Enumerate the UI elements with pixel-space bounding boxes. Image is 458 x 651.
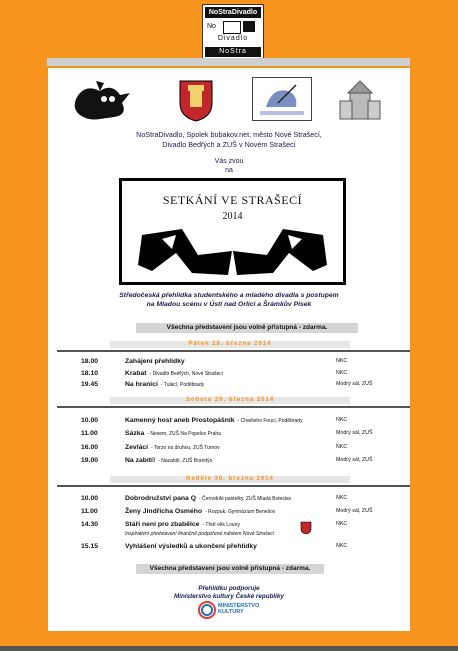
schedule-row [57,430,410,440]
row-sub: - Charlieho Fouci, Poděbrady [237,418,303,424]
row-venue: NKC [336,370,348,376]
row-title-text: Zahájení přehlídky [125,358,185,365]
support-text [48,585,410,601]
schedule-friday [57,350,410,397]
organizers-line1: NoStraDivadlo, Spolek bubakov.net, město Nové Strašecí, [136,130,322,139]
free-entry-banner-bottom: Všechna představení jsou volně přístupná - zdarma. [136,564,324,574]
schedule-sunday [57,485,410,559]
logo-line1: NoStraDivadlo [205,7,261,18]
row-venue: Modrý sál, ZUŠ [336,457,373,463]
row-time: 18.10 [81,370,99,377]
row-title [125,417,303,424]
logo-line4: NoStra [205,47,261,57]
festival-description [48,291,410,309]
row-title-text: Na zabití! [125,457,156,464]
schedule-row [57,381,410,391]
schedule-row [57,543,410,553]
row-sub: - Nazabití, ZUŠ Brandýs [158,458,213,464]
row-title [125,430,221,437]
logo-line2: No [207,23,216,30]
support-line2: Ministerstvo kultury České republiky [174,593,284,600]
row-title-text: Vyhlášení výsledků a ukončení přehlídky [125,543,257,550]
schedule-row [57,417,410,427]
support-line1: Přehlídku podporuje [198,585,260,592]
row-time: 19.00 [81,457,99,464]
row-time: 14.30 [81,521,99,528]
invite-line2: na [225,167,233,174]
ministry-line1: MINISTERSTVO [218,603,260,609]
row-sub: - Divadlo Bedřých, Nové Strašecí [149,371,224,377]
row-sub: - Nesem, ZUŠ Na Popelce Praha [147,431,221,437]
row-title [125,358,188,365]
schedule-row [57,521,410,537]
row-venue: NKC [336,543,348,549]
invite-text [48,157,410,175]
schedule-row [57,444,410,454]
day-label-friday: Pátek 28. března 2014 [110,341,350,348]
row-sub: - Tulácí, Poděbrady [160,382,205,388]
row-title-text: Ženy Jindřicha Osmého [125,508,203,515]
event-year: 2014 [222,211,243,222]
town-coat-of-arms [176,77,216,123]
row-time: 10.00 [81,495,99,502]
row-sub: - Rozpuk, Gymnázium Benešov [205,509,276,515]
schedule-row [57,457,410,467]
row-title [125,495,291,502]
row-title [125,521,240,528]
divadlo-bedrich-logo [252,77,312,121]
organizers [48,130,410,150]
row-title-text: Krabat [125,370,147,377]
row-sub: - Černobílé pastelky, ZUŠ Mladá Boleslav [199,496,292,502]
event-title-box [119,178,346,285]
row-sub: - Třetí věk Louny [202,522,240,528]
row-venue: Modrý sál, ZUŠ [336,508,373,514]
day-label-saturday: Sobota 29. března 2014 [110,397,350,404]
ministry-line2: KULTURY [218,609,244,615]
row-title [125,381,204,388]
nostradivadlo-logo [202,4,264,60]
logo-box-filled [243,21,255,32]
row-venue: NKC [336,521,348,527]
row-time: 11.00 [81,508,98,515]
row-title [125,543,260,550]
row-title-text: Zevlácí [125,444,149,451]
row-venue: NKC [336,444,348,450]
row-title [125,444,220,451]
schedule-row [57,358,410,368]
row-venue: NKC [336,495,348,501]
ministry-logo-icon [198,600,216,620]
ministry-name [218,603,259,615]
row-title [125,508,275,515]
row-time: 18.00 [81,358,99,365]
schedule-row [57,370,410,380]
row-time: 19.45 [81,381,99,388]
row-title [125,457,212,464]
logo-line3: Divadlo [217,35,249,42]
row-time: 15.15 [81,543,99,550]
invite-line1: Vás zvou [214,158,244,165]
gray-divider [47,58,410,66]
event-title: SETKÁNÍ VE STRAŠECÍ [162,193,303,207]
row-title-text: Sázka [125,430,145,437]
row-venue: Modrý sál, ZUŠ [336,430,373,436]
row-title-text: Kamenný host aneb Prostopášník [125,417,235,424]
zus-building-logo [336,77,384,123]
free-entry-banner-top: Všechna představení jsou volně přístupná - zdarma. [136,323,358,333]
row-venue: NKC [336,358,348,364]
schedule-saturday [57,406,410,470]
description-line2: na Mladou scénu v Ústí nad Orlicí a Šrámkův Písek [146,301,312,308]
bottom-border [0,646,458,651]
row-note: Inspirativní představení finančně podpořené městem Nové Strašecí [125,531,275,537]
organizers-line2: Divadlo Bedřých a ZUŠ v Novém Strašecí [162,140,296,149]
day-label-sunday: Neděle 30. března 2014 [110,476,350,483]
row-venue: Modrý sál, ZUŠ [336,381,373,387]
row-time: 11.00 [81,430,98,437]
row-time: 16.00 [81,444,99,451]
row-sub: - Torzo na druhou, ZUŠ Turnov [151,445,220,451]
row-venue: NKC [336,417,348,423]
row-title-text: Stáří není pro zbabělce [125,521,200,528]
row-title-text: Dobrodružství pana Q [125,495,196,502]
two-figures-illustration [132,225,333,281]
logo-box [223,21,241,34]
town-coat-of-arms-small [300,521,312,535]
schedule-row [57,508,410,518]
row-title-text: Na hranici [125,381,158,388]
ghost-mascot-logo [70,77,140,123]
schedule-row [57,495,410,505]
row-title [125,370,223,377]
description-line1: Středočeská přehlídka studentského a mladého divadla s postupem [119,292,339,299]
row-time: 10.00 [81,417,99,424]
